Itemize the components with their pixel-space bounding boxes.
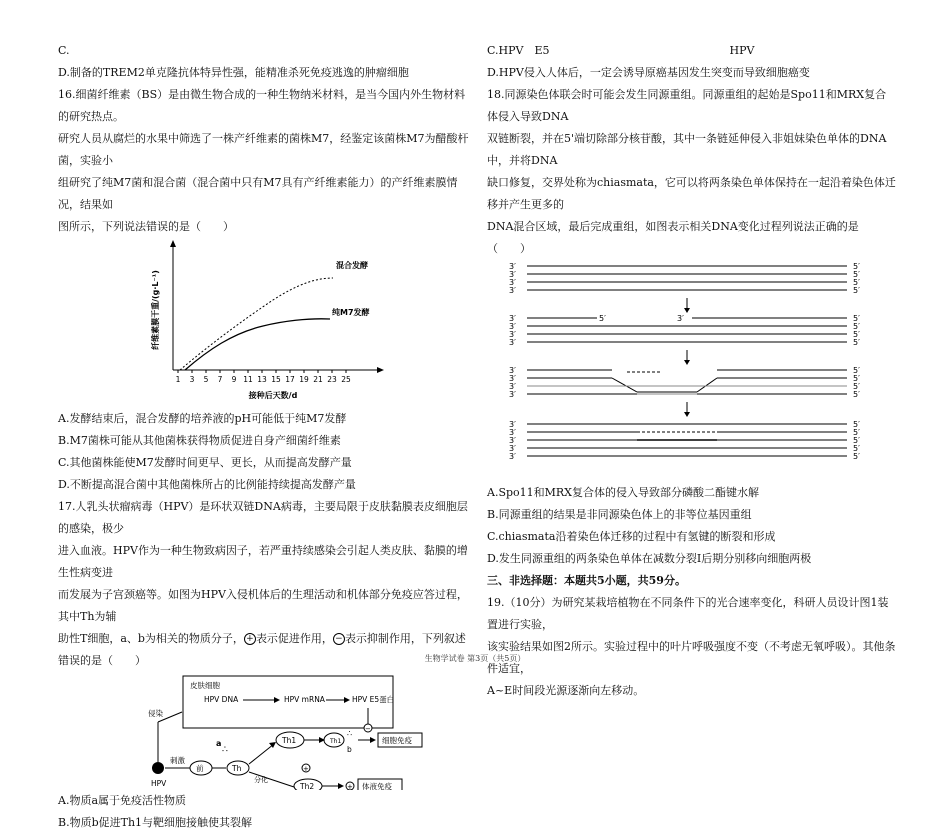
q16-figure	[58, 238, 470, 408]
strand-end-label: 5′	[853, 420, 860, 429]
strand-end-label: 5′	[853, 390, 860, 399]
strand-end-label: 3′	[509, 390, 516, 399]
x-tick-label: 17	[285, 375, 295, 384]
strand-end-label: 3′	[509, 428, 516, 437]
strand-end-label: 3′	[509, 262, 516, 271]
q16-stem-line: 组研究了纯M7菌和混合菌（混合菌中只有M7具有产纤维素能力）的产纤维素膜情况，结果如	[58, 176, 458, 211]
svg-text:Th1: Th1	[282, 736, 297, 745]
hpv-dna: HPV DNA	[204, 695, 239, 704]
q19-stem-line: 19.（10分）为研究某栽培植物在不同条件下的光合速率变化，科研人员设计图1装置进行实验，	[487, 596, 889, 631]
dna-strand	[697, 378, 717, 392]
y-axis-label: 纤维素膜干重/(g·L⁻¹)	[151, 270, 160, 350]
q17-diagram	[58, 672, 470, 790]
strand-end-label: 3′	[509, 366, 516, 375]
box-title: 皮肤细胞	[190, 681, 220, 690]
q16-option-a: A.发酵结束后，混合发酵的培养液的pH可能低于纯M7发酵	[58, 412, 347, 425]
arrow-down-icon	[684, 412, 690, 417]
q19-stem-line: 该实验结果如图2所示。实验过程中的叶片呼吸强度不变（不考虑无氧呼吸）。其他条件适宜，	[487, 640, 896, 675]
strand-end-label: 3′	[509, 444, 516, 453]
x-tick-label: 25	[341, 375, 351, 384]
strand-end-label: 5′	[853, 314, 860, 323]
left-column	[58, 40, 470, 834]
x-tick-label: 11	[243, 375, 253, 384]
hpv-mrna: HPV mRNA	[284, 695, 325, 704]
x-tick-label: 19	[299, 375, 309, 384]
x-tick-label: 9	[231, 375, 237, 384]
q18	[487, 84, 897, 260]
dna-strand	[612, 378, 637, 392]
svg-text:Th1: Th1	[330, 738, 342, 745]
q18-recombination-diagram	[487, 260, 897, 482]
strand-end-label: 5′	[853, 270, 860, 279]
q18-stem-line: 缺口修复，交界处称为chiasmata，它可以将两条染色单体保持在一起沿着染色体迁移并产生更多的	[487, 176, 896, 211]
x-tick-label: 15	[271, 375, 281, 384]
minus-circle-icon: −	[333, 633, 345, 645]
strand-end-label: 3′	[509, 338, 516, 347]
right-column	[487, 40, 897, 702]
strand-end-label: 5′	[599, 314, 606, 323]
x-tick-label: 23	[327, 375, 337, 384]
pure-m7-curve	[185, 319, 330, 370]
strand-end-label: 5′	[853, 330, 860, 339]
q16-stem-line: 研究人员从腐烂的水果中筛选了一株产纤维素的菌株M7，经鉴定该菌株M7为醋酸杆菌，实验小	[58, 132, 469, 167]
strand-end-label: 3′	[509, 286, 516, 295]
q18-stem-line: 双链断裂，并在5'端切除部分核苷酸，其中一条链延伸侵入非姐妹染色单体的DNA中，并将DNA	[487, 132, 887, 167]
x-tick-label: 21	[313, 375, 323, 384]
q18-option-a: A.Spo11和MRX复合体的侵入导致部分磷酸二酯键水解	[487, 486, 760, 499]
q16	[58, 84, 470, 238]
svg-text:+: +	[347, 783, 353, 790]
strand-end-label: 5′	[853, 428, 860, 437]
strand-end-label: 5′	[853, 322, 860, 331]
strand-end-label: 3′	[509, 322, 516, 331]
stimulate-label: 刺激	[170, 756, 185, 765]
svg-text:∴: ∴	[347, 729, 353, 738]
a-label: a	[216, 739, 222, 748]
arrow-down-icon	[684, 360, 690, 365]
x-axis-label: 接种后天数/d	[248, 391, 298, 400]
strand-end-label: 3′	[509, 436, 516, 445]
page-footer: 生物学试卷 第3页（共5页）	[424, 654, 526, 663]
strand-end-label: 5′	[853, 374, 860, 383]
svg-text:Th2: Th2	[300, 782, 315, 790]
svg-text:细胞免疫: 细胞免疫	[382, 736, 412, 745]
mixed-label: 混合发酵	[336, 261, 368, 270]
q18-option-c: C.chiasmata沿着染色体迁移的过程中有氢键的断裂和形成	[487, 530, 776, 543]
q17-stem-line: 进入血液。HPV作为一种生物致病因子，若严重持续感染会引起人类皮肤、黏膜的增生性病变进	[58, 544, 468, 579]
svg-text:体液免疫: 体液免疫	[362, 782, 392, 790]
x-tick-label: 7	[217, 375, 223, 384]
q17	[58, 496, 470, 672]
q16-stem-line: 16.细菌纤维素（BS）是由微生物合成的一种生物纳米材料，是当今国内外生物材料的研究热点。	[58, 88, 466, 123]
x-tick-label: 13	[257, 375, 267, 384]
strand-end-label: 3′	[509, 382, 516, 391]
strand-end-label: 5′	[853, 338, 860, 347]
q15-option-d: D.制备的TREM2单克隆抗体特异性强，能精准杀死免疫逃逸的肿瘤细胞	[58, 66, 409, 79]
differentiate-label: 分化	[254, 776, 268, 784]
plus-circle-icon: +	[244, 633, 256, 645]
strand-end-label: 5′	[853, 444, 860, 453]
q18-option-b: B.同源重组的结果是非同源染色体上的非等位基因重组	[487, 508, 752, 521]
b-label: b	[347, 745, 352, 754]
q16-chart	[58, 238, 470, 408]
q17-option-c: C.HPV E5 HPV	[487, 44, 755, 57]
x-tick-label: 5	[203, 375, 209, 384]
q16-option-c: C.其他菌株能使M7发酵时间更早、更长，从而提高发酵产量	[58, 456, 352, 469]
section-heading: 三、非选择题：本题共5小题，共59分。	[487, 574, 686, 587]
strand-end-label: 5′	[853, 382, 860, 391]
x-tick-label: 3	[189, 375, 195, 384]
strand-end-label: 3′	[677, 314, 684, 323]
x-ticks	[176, 370, 351, 384]
strand-end-label: 3′	[509, 278, 516, 287]
hpv-label: HPV	[151, 779, 167, 788]
infect-label: 侵染	[148, 709, 163, 718]
strand-end-label: 5′	[853, 262, 860, 271]
q17-option-a: A.物质a属于免疫活性物质	[58, 794, 186, 807]
svg-text:Th: Th	[232, 764, 242, 773]
q18-option-d: D.发生同源重组的两条染色单体在减数分裂I后期分别移向细胞两极	[487, 552, 812, 565]
e5-protein: HPV E5蛋白	[352, 695, 395, 704]
q17-stem-line-last: 助性T细胞，a、b为相关的物质分子， + 表示促进作用， − 表示抑制作用，下列叙述错误的是（ ）	[58, 632, 466, 667]
q16-option-d: D.不断提高混合菌中其他菌株所占的比例能持续提高发酵产量	[58, 478, 356, 491]
strand-end-label: 5′	[853, 286, 860, 295]
strand-end-label: 3′	[509, 270, 516, 279]
strand-end-label: 3′	[509, 452, 516, 461]
q15-option-c: C.	[58, 44, 70, 57]
strand-end-label: 3′	[509, 330, 516, 339]
q17-stem-line: 而发展为子宫颈癌等。如图为HPV入侵机体后的生理活动和机体部分免疫应答过程，其中Th为辅	[58, 588, 468, 623]
strand-end-label: 3′	[509, 420, 516, 429]
arrow-down-icon	[684, 308, 690, 313]
q17-option-b: B.物质b促进Th1与靶细胞接触使其裂解	[58, 816, 253, 829]
q18-stem-line: DNA混合区域，最后完成重组，如图表示相关DNA变化过程列说法正确的是（ ）	[487, 220, 859, 255]
svg-text:+: +	[303, 765, 309, 773]
strand-end-label: 5′	[853, 366, 860, 375]
q18-figure	[487, 260, 897, 482]
svg-text:∴: ∴	[222, 745, 228, 755]
strand-end-label: 3′	[509, 374, 516, 383]
hpv-virus-icon	[152, 762, 164, 774]
q16-stem-line: 图所示，下列说法错误的是（ ）	[58, 220, 234, 233]
q19-stem-line: A~E时间段光源逐渐向左移动。	[487, 684, 645, 697]
strand-end-label: 5′	[853, 452, 860, 461]
x-tick-label: 1	[175, 375, 181, 384]
pure-label: 纯M7发酵	[332, 308, 370, 317]
q16-option-b: B.M7菌株可能从其他菌株获得物质促进自身产细菌纤维素	[58, 434, 341, 447]
q17-figure	[58, 672, 470, 790]
strand-end-label: 5′	[853, 436, 860, 445]
svg-text:−: −	[365, 725, 371, 733]
strand-end-label: 3′	[509, 314, 516, 323]
svg-text:前: 前	[196, 764, 204, 773]
q17-option-d: D.HPV侵入人体后，一定会诱导原癌基因发生突变而导致细胞癌变	[487, 66, 810, 79]
strand-end-label: 5′	[853, 278, 860, 287]
q18-stem-line: 18.同源染色体联会时可能会发生同源重组。同源重组的起始是Spo11和MRX复合体侵入导致DNA	[487, 88, 887, 123]
q17-stem-line: 17.人乳头状瘤病毒（HPV）是环状双链DNA病毒，主要局限于皮肤黏膜表皮细胞层的感染，极少	[58, 500, 468, 535]
